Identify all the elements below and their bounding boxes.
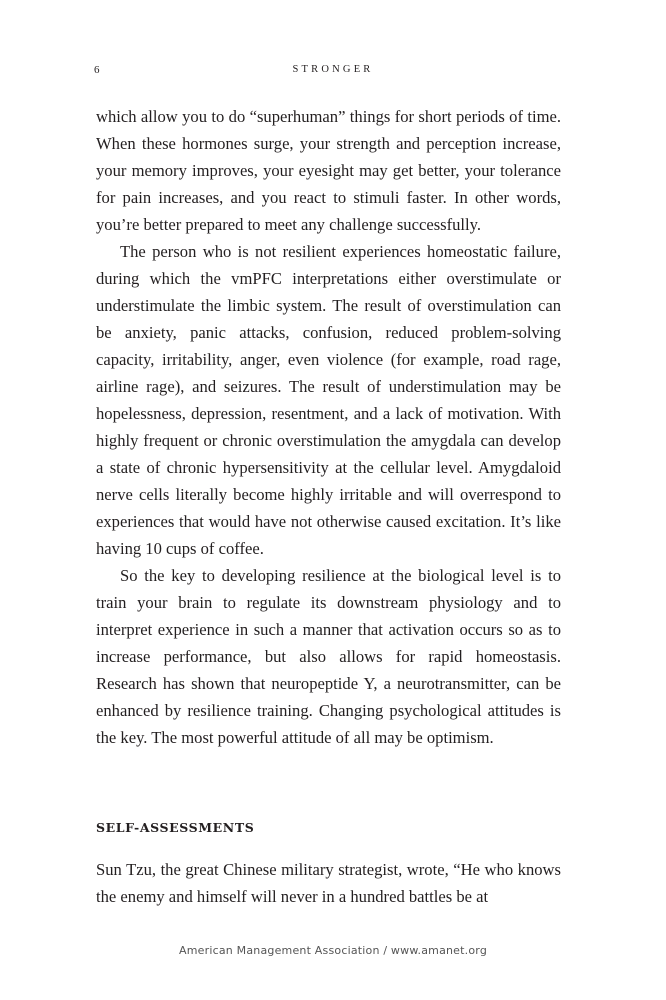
section-paragraph: Sun Tzu, the great Chinese military strategist, wrote, “He who knows the enemy and himself will never in a hundred battles be at [96, 860, 561, 906]
paragraph-2: The person who is not resilient experiences homeostatic failure, during which the vmPFC interpretations either overstimulate or understimulate the limbic system. The result of overstimulation can be anxiety, panic attacks, confusion, reduced problem-solving capacity, irritability, anger, even violence (for example, road rage, airline rage), and seizures. The result of understimulation may be hopelessness, depression, resentment, and a lack of motivation. With highly frequent or chronic overstimulation the amygdala can develop a state of chronic hypersensitivity at the cellular level. Amygdaloid nerve cells literally become highly irritable and will overrespond to experiences that would have not otherwise caused excitation. It’s like having 10 cups of coffee. [96, 242, 561, 558]
paragraph-1: which allow you to do “superhuman” things for short periods of time. When these hormones surge, your strength and perception increase, your memory improves, your eyesight may get better, your tolerance for pain increases, and you react to stimuli faster. In other words, you’re better prepared to meet any challenge successfully. [96, 107, 561, 234]
footer: American Management Association / www.amanet.org [179, 944, 487, 957]
section-text [96, 856, 561, 910]
page-number: 6 [94, 64, 100, 76]
section-heading: SELF-ASSESSMENTS [96, 820, 255, 835]
body-text [96, 103, 561, 751]
running-head: STRONGER [292, 64, 374, 75]
paragraph-3: So the key to developing resilience at the biological level is to train your brain to regulate its downstream physiology and to interpret experience in such a manner that activation occurs so as to increase performance, but also allows for rapid homeostasis. Research has shown that neuropeptide Y, a neurotransmitter, can be enhanced by resilience training. Changing psychological attitudes is the key. The most powerful attitude of all may be optimism. [96, 566, 561, 747]
